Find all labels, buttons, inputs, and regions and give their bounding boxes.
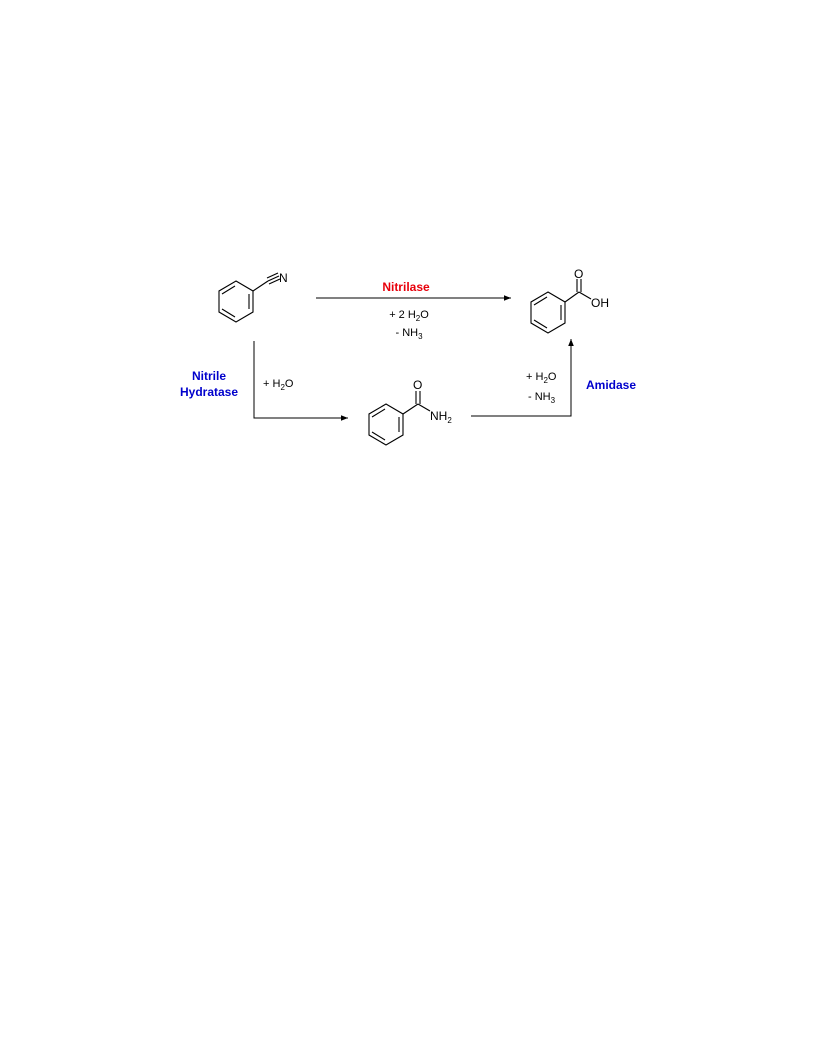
nitrilase-ammonia-subscript: 3 <box>418 332 423 341</box>
nitrilase-ammonia-condition <box>395 327 423 341</box>
benzonitrile-molecule <box>0 0 288 322</box>
nitrilase-water-suffix: O <box>420 309 429 321</box>
nitrilase-ammonia-prefix: - NH <box>395 327 419 339</box>
carbonyl-oxygen-atom: O <box>413 378 423 392</box>
amide-nh-label: NH <box>430 409 448 423</box>
amidase-label: Amidase <box>585 378 637 392</box>
nitrile-hydratase-label-line2: Hydratase <box>179 385 239 399</box>
nitrilase-water-condition <box>389 309 429 323</box>
nitrilase-label: Nitrilase <box>382 280 430 294</box>
amidase-water-suffix: O <box>547 371 557 383</box>
benzene-ring <box>369 404 403 445</box>
nh-water-suffix: O <box>284 378 294 390</box>
amidase-ammonia-subscript: 3 <box>550 396 556 405</box>
amide-nh-subscript: 2 <box>447 416 452 425</box>
amidase-ammonia-prefix: - NH <box>528 391 551 403</box>
amidase-water-condition <box>526 371 557 385</box>
nitrilase-water-subscript: 2 <box>415 314 421 323</box>
nitrile-hydratase-water-condition <box>263 378 294 392</box>
amide-nitrogen-group <box>430 409 452 425</box>
amidase-water-subscript: 2 <box>543 376 548 385</box>
nitrile-nitrogen-atom: N <box>279 271 288 285</box>
benzoic-acid-molecule <box>531 267 609 333</box>
benzamide-molecule <box>369 378 452 445</box>
benzene-ring <box>531 292 565 333</box>
nh-water-subscript: 2 <box>280 383 285 392</box>
nitrilase-water-prefix: + 2 H <box>389 309 416 321</box>
carbonyl-oxygen-atom: O <box>574 267 584 281</box>
amidase-ammonia-condition <box>528 391 556 405</box>
benzene-ring <box>219 281 253 322</box>
amidase-water-prefix: + H <box>526 371 544 383</box>
hydroxyl-group: OH <box>591 296 609 310</box>
nh-water-prefix: + H <box>263 378 281 390</box>
nitrile-hydratase-label-line1: Nitrile <box>191 369 227 383</box>
